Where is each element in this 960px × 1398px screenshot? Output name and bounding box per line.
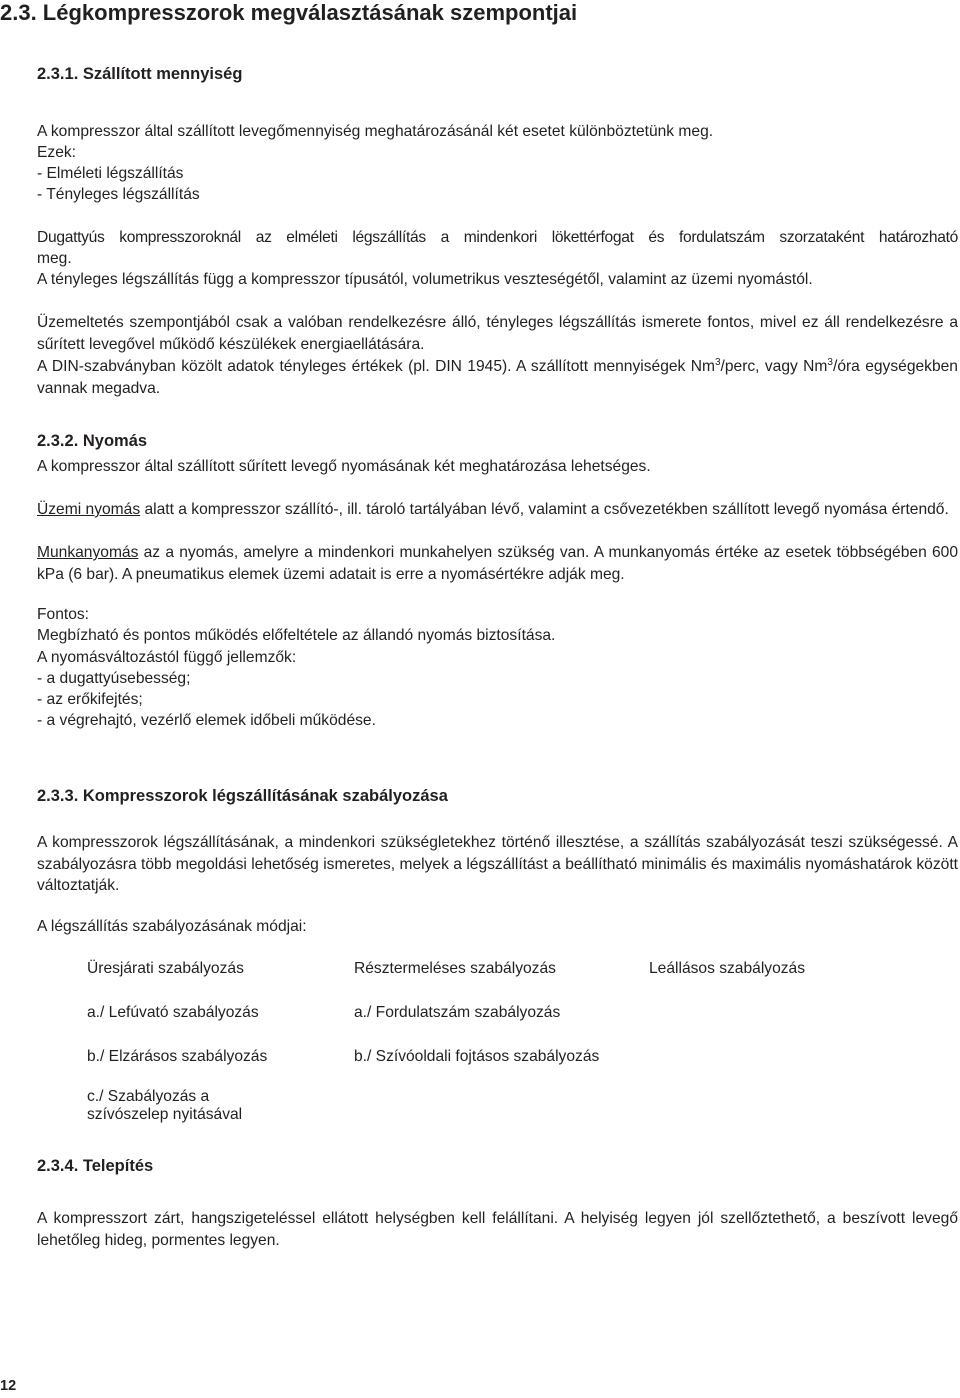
text-run: /óra egységekben vannak megadva. — [37, 358, 958, 397]
grid-item: b./ Szívóoldali fojtásos szabályozás — [354, 1048, 600, 1065]
paragraph: A kompresszort zárt, hangszigeteléssel ellátott helységben kell felállítani. A helyiség legyen jól szellőztethető, a beszívott levegő lehetőleg hideg, pormentes legyen. — [37, 1210, 958, 1249]
paragraph — [37, 542, 958, 585]
paragraph: A légszállítás szabályozásának módjai: — [37, 918, 307, 935]
grid-item: Résztermeléses szabályozás — [354, 960, 556, 977]
superscript: 3 — [714, 356, 721, 368]
grid-item: Üresjárati szabályozás — [87, 960, 244, 977]
list-item: - Elméleti légszállítás — [37, 165, 184, 182]
text-run: A DIN-szabványban közölt adatok tényleges értékek (pl. DIN 1945). A szállított mennyiségek Nm — [37, 358, 715, 375]
paragraph — [37, 356, 958, 399]
list-item: - a dugattyúsebesség; — [37, 670, 191, 687]
paragraph: Dugattyús kompresszoroknál az elméleti légszállítás a mindenkori lökettérfogat és fordulatszám szorzataként határozható — [37, 229, 958, 246]
paragraph: A kompresszor által szállított sűrített levegő nyomásának két meghatározása lehetséges. — [37, 458, 651, 475]
section-heading-2-3-2: 2.3.2. Nyomás — [37, 432, 148, 450]
paragraph: meg. — [37, 250, 72, 267]
list-item: - az erőkifejtés; — [37, 691, 143, 708]
text-run: alatt a kompresszor szállító-, ill. tároló tartályában lévő, valamint a csővezetékben szállított levegő nyomása értendő. — [140, 501, 949, 518]
grid-item: a./ Fordulatszám szabályozás — [354, 1004, 561, 1021]
grid-item: b./ Elzárásos szabályozás — [87, 1048, 268, 1065]
grid-item: Leállásos szabályozás — [649, 960, 806, 977]
paragraph — [37, 499, 958, 521]
page-title: 2.3. Légkompresszorok megválasztásának szempontjai — [0, 0, 578, 25]
list-item: - a végrehajtó, vezérlő elemek időbeli működése. — [37, 712, 376, 729]
superscript: 3 — [827, 356, 833, 368]
term-munkanyomas: Munkanyomás — [37, 544, 139, 561]
paragraph: Üzemeltetés szempontjából csak a valóban rendelkezésre álló, tényleges légszállítás ismerete fontos, mivel ez áll rendelkezésre a sűrített levegővel működő készülékek energiaellátására. — [37, 314, 958, 353]
text-run: az a nyomás, amelyre a mindenkori munkahelyen szükség van. A munkanyomás értéke az esetek többségében 600 kPa (6 bar). A pneumatikus elemek üzemi adatait is erre a nyomásértékre adják meg. — [37, 544, 958, 583]
grid-item: c./ Szabályozás a — [87, 1088, 210, 1105]
section-heading-2-3-4: 2.3.4. Telepítés — [37, 1157, 154, 1175]
grid-item: szívószelep nyitásával — [87, 1106, 243, 1123]
section-heading-2-3-3: 2.3.3. Kompresszorok légszállításának szabályozása — [37, 787, 448, 805]
paragraph: A nyomásváltozástól függő jellemzők: — [37, 649, 297, 666]
text-run: /perc, vagy Nm — [720, 358, 828, 375]
grid-item: a./ Lefúvató szabályozás — [87, 1004, 259, 1021]
paragraph: A tényleges légszállítás függ a kompresszor típusától, volumetrikus veszteségétől, valamint az üzemi nyomástól. — [37, 271, 813, 288]
page-number: 12 — [0, 1378, 17, 1394]
paragraph: Megbízható és pontos működés előfeltétele az állandó nyomás biztosítása. — [37, 627, 556, 644]
list-item: - Tényleges légszállítás — [37, 186, 200, 203]
paragraph: Ezek: — [37, 144, 76, 161]
paragraph: A kompresszor által szállított levegőmennyiség meghatározásánál két esetet különböztetünk meg. — [37, 123, 714, 140]
paragraph: A kompresszorok légszállításának, a mindenkori szükségletekhez történő illesztése, a szállítás szabályozását teszi szükségessé. A szabályozásra több megoldási lehetőség ismeretes, melyek a légszállítást a beállítható minimális és maximális nyomáshatárok között változtatják. — [37, 834, 958, 894]
paragraph: Fontos: — [37, 606, 90, 623]
term-uzemi-nyomas: Üzemi nyomás — [37, 501, 141, 518]
section-heading-2-3-1: 2.3.1. Szállított mennyiség — [37, 65, 243, 83]
